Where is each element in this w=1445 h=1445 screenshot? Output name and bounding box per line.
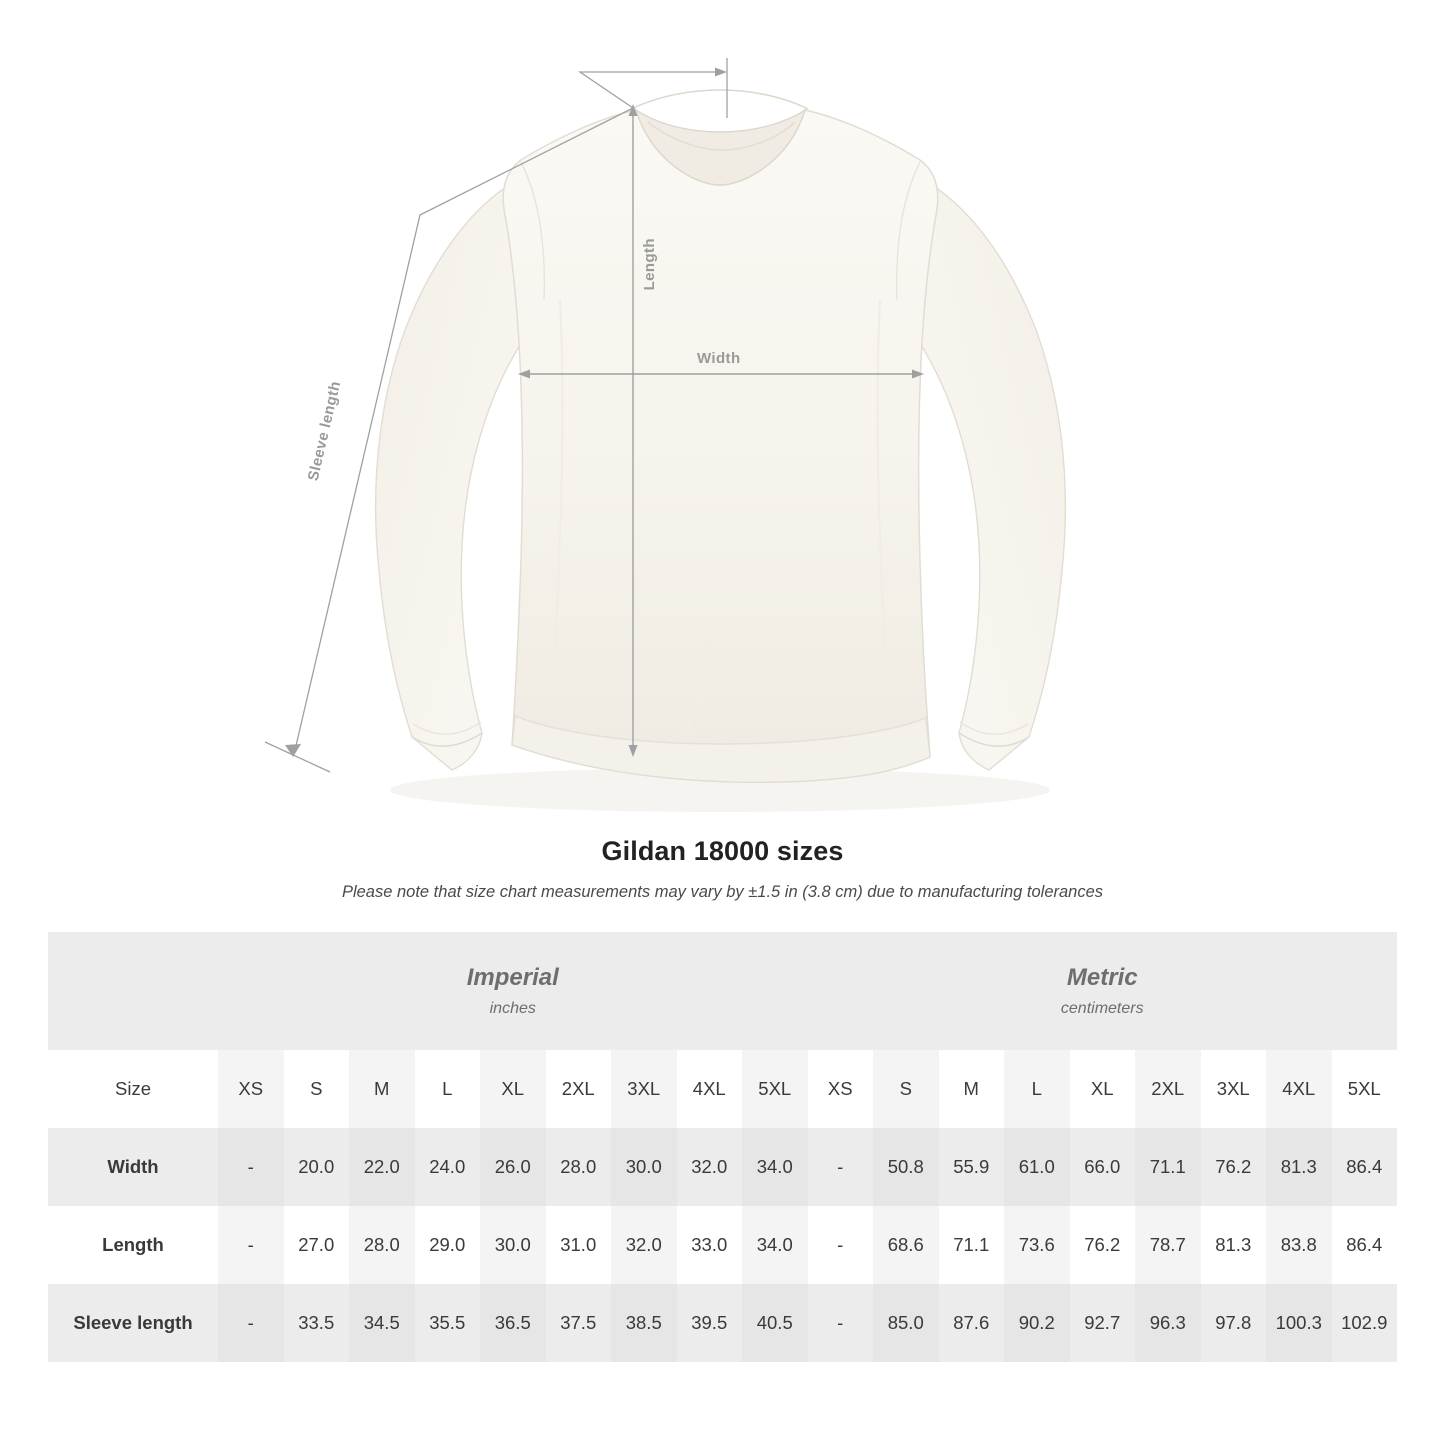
cell-width-imperial-2xl: 28.0 [546,1128,612,1206]
cell-length-imperial-5xl: 34.0 [742,1206,808,1284]
row-label-sleeve-length: Sleeve length [48,1284,218,1362]
header-imperial-m: M [349,1050,415,1128]
header-imperial-xl: XL [480,1050,546,1128]
table-row [48,1128,1397,1206]
cell-sleeve-imperial-xl: 36.5 [480,1284,546,1362]
cell-sleeve-metric-l: 90.2 [1004,1284,1070,1362]
header-imperial-2xl: 2XL [546,1050,612,1128]
cell-sleeve-metric-xl: 92.7 [1070,1284,1136,1362]
table-header-row [48,1050,1397,1128]
size-table [48,932,1397,1362]
cell-width-imperial-4xl: 32.0 [677,1128,743,1206]
row-label-width: Width [48,1128,218,1206]
cell-width-imperial-3xl: 30.0 [611,1128,677,1206]
table-row [48,1284,1397,1362]
cell-length-metric-m: 71.1 [939,1206,1005,1284]
size-table-wrapper [48,932,1397,1362]
cell-length-imperial-2xl: 31.0 [546,1206,612,1284]
cell-length-imperial-xs: - [218,1206,284,1284]
cell-sleeve-imperial-xs: - [218,1284,284,1362]
cell-sleeve-metric-5xl: 102.9 [1332,1284,1398,1362]
header-metric-3xl: 3XL [1201,1050,1267,1128]
cell-width-metric-m: 55.9 [939,1128,1005,1206]
cell-sleeve-metric-2xl: 96.3 [1135,1284,1201,1362]
cell-length-metric-xl: 76.2 [1070,1206,1136,1284]
cell-length-metric-3xl: 81.3 [1201,1206,1267,1284]
units-spacer [48,932,218,1050]
tolerance-note: Please note that size chart measurements may vary by ±1.5 in (3.8 cm) due to manufacturing tolerances [341,883,1104,901]
cell-sleeve-metric-s: 85.0 [873,1284,939,1362]
header-metric-xs: XS [808,1050,874,1128]
header-imperial-s: S [284,1050,350,1128]
imperial-unit-sub: inches [489,1000,536,1017]
cell-width-metric-xl: 66.0 [1070,1128,1136,1206]
cell-sleeve-imperial-l: 35.5 [415,1284,481,1362]
cell-sleeve-metric-xs: - [808,1284,874,1362]
header-metric-4xl: 4XL [1266,1050,1332,1128]
header-metric-l: L [1004,1050,1070,1128]
cell-width-metric-2xl: 71.1 [1135,1128,1201,1206]
title-block [0,836,1445,902]
cell-length-metric-s: 68.6 [873,1206,939,1284]
metric-unit-sub: centimeters [1060,1000,1144,1017]
cell-length-imperial-3xl: 32.0 [611,1206,677,1284]
row-label-length: Length [48,1206,218,1284]
cell-width-metric-l: 61.0 [1004,1128,1070,1206]
cell-sleeve-imperial-s: 33.5 [284,1284,350,1362]
cell-length-imperial-l: 29.0 [415,1206,481,1284]
cell-length-metric-2xl: 78.7 [1135,1206,1201,1284]
cell-length-metric-5xl: 86.4 [1332,1206,1398,1284]
imperial-unit-name: Imperial [466,964,559,991]
header-metric-m: M [939,1050,1005,1128]
cell-width-metric-4xl: 81.3 [1266,1128,1332,1206]
cell-width-imperial-m: 22.0 [349,1128,415,1206]
cell-sleeve-imperial-4xl: 39.5 [677,1284,743,1362]
cell-width-imperial-xl: 26.0 [480,1128,546,1206]
width-measure-label: Width [697,350,741,367]
cell-sleeve-imperial-5xl: 40.5 [742,1284,808,1362]
table-row [48,1206,1397,1284]
header-imperial-l: L [415,1050,481,1128]
cell-width-metric-3xl: 76.2 [1201,1128,1267,1206]
header-metric-s: S [873,1050,939,1128]
cell-length-imperial-s: 27.0 [284,1206,350,1284]
cell-length-metric-l: 73.6 [1004,1206,1070,1284]
cell-length-imperial-4xl: 33.0 [677,1206,743,1284]
cell-length-metric-xs: - [808,1206,874,1284]
cell-sleeve-imperial-3xl: 38.5 [611,1284,677,1362]
header-metric-2xl: 2XL [1135,1050,1201,1128]
header-metric-xl: XL [1070,1050,1136,1128]
header-size: Size [48,1050,218,1128]
imperial-unit-cell [218,932,808,1050]
header-imperial-5xl: 5XL [742,1050,808,1128]
header-imperial-3xl: 3XL [611,1050,677,1128]
cell-sleeve-imperial-m: 34.5 [349,1284,415,1362]
cell-length-imperial-xl: 30.0 [480,1206,546,1284]
cell-sleeve-imperial-2xl: 37.5 [546,1284,612,1362]
cell-sleeve-metric-3xl: 97.8 [1201,1284,1267,1362]
cell-width-imperial-l: 24.0 [415,1128,481,1206]
cell-width-metric-xs: - [808,1128,874,1206]
cell-length-imperial-m: 28.0 [349,1206,415,1284]
header-imperial-xs: XS [218,1050,284,1128]
cell-length-metric-4xl: 83.8 [1266,1206,1332,1284]
metric-unit-name: Metric [1066,964,1138,991]
length-measure-label: Length [641,238,658,291]
cell-width-imperial-xs: - [218,1128,284,1206]
metric-unit-cell [808,932,1398,1050]
cell-width-metric-5xl: 86.4 [1332,1128,1398,1206]
cell-width-imperial-s: 20.0 [284,1128,350,1206]
page-title: Gildan 18000 sizes [601,836,844,866]
header-metric-5xl: 5XL [1332,1050,1398,1128]
cell-width-metric-s: 50.8 [873,1128,939,1206]
cell-width-imperial-5xl: 34.0 [742,1128,808,1206]
sleeve-length-measure-label: Sleeve length [304,379,345,483]
header-imperial-4xl: 4XL [677,1050,743,1128]
units-row [48,932,1397,1050]
cell-sleeve-metric-m: 87.6 [939,1284,1005,1362]
cell-sleeve-metric-4xl: 100.3 [1266,1284,1332,1362]
